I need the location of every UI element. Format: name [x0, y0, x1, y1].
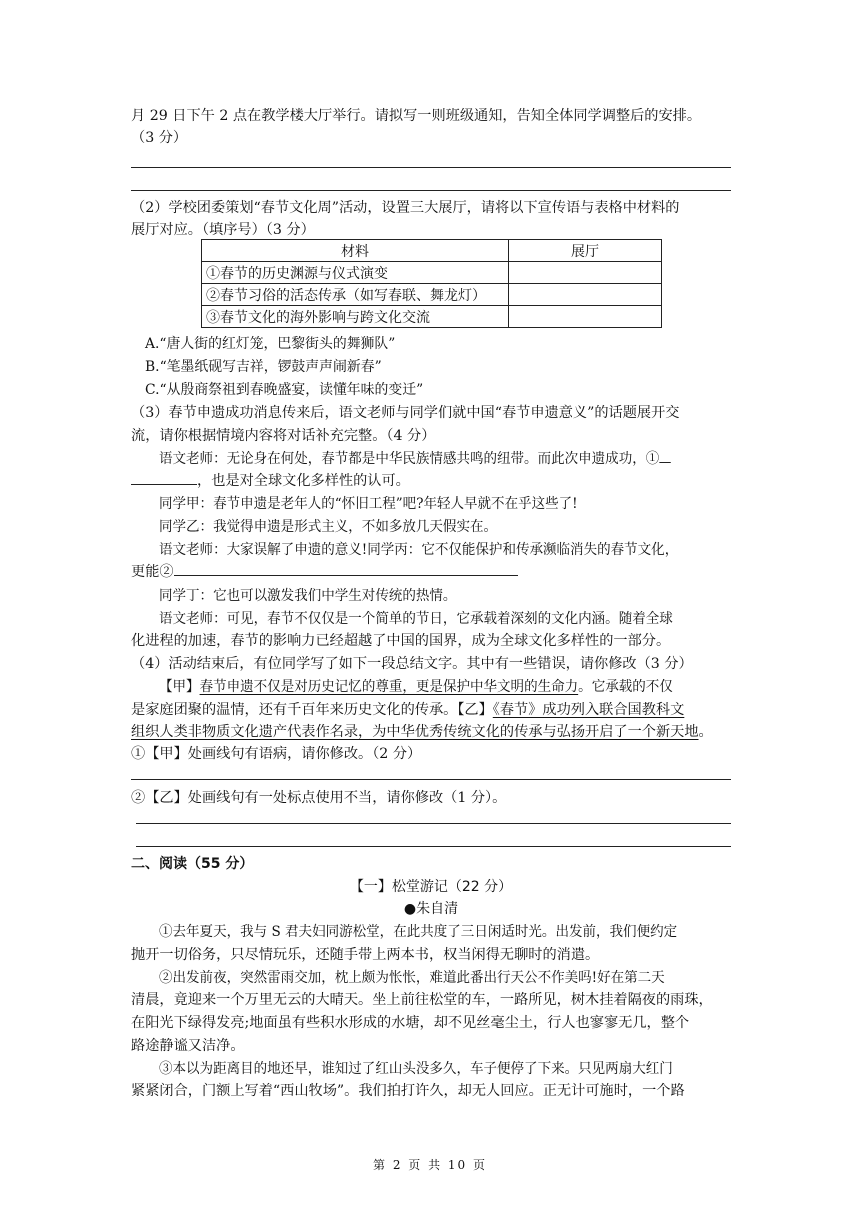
dialogue-text: 更能② — [131, 564, 174, 580]
paragraph-1: 抛开一切俗务，只尽情玩乐，还随手带上两本书，权当闲得无聊时的消遣。 — [131, 947, 600, 963]
dialogue-student-b: 同学乙：我觉得申遗是形式主义，不如多放几天假实在。 — [159, 519, 498, 535]
dialogue-line — [131, 470, 731, 492]
table-cell: ①春节的历史渊源与仪式演变 — [202, 262, 509, 284]
answer-cell[interactable] — [509, 306, 662, 328]
q1-line: 月 29 日下午 2 点在教学楼大厅举行。请拟写一则班级通知，告知全体同学调整后的安排。 — [131, 108, 702, 124]
answer-line[interactable] — [136, 823, 731, 824]
blank-1[interactable] — [131, 470, 197, 485]
table-row — [202, 284, 662, 306]
dialogue-text: ，也是对全球文化多样性的认可。 — [197, 473, 410, 489]
dialogue-student-a: 同学甲：春节申遗是老年人的“怀旧工程”吧?年轻人早就不在乎这些了! — [159, 496, 578, 512]
materials-table — [201, 239, 662, 328]
dialogue-teacher: 语文老师：可见，春节不仅仅是一个简单的节日，它承载着深刻的文化内涵。随着全球 — [159, 611, 673, 627]
dialogue-teacher: 语文老师：大家误解了申遗的意义!同学丙：它不仅能保护和传承濒临消失的春节文化， — [159, 542, 679, 558]
blank-2[interactable] — [174, 561, 518, 576]
table-row — [202, 306, 662, 328]
table-header-row — [202, 240, 662, 262]
table-header: 展厅 — [509, 240, 662, 262]
passage-line — [131, 721, 731, 743]
option-a: A.“唐人街的红灯笼，巴黎街头的舞狮队” — [145, 336, 396, 352]
underlined-sentence-yi: 组织人类非物质文化遗产代表作名录，为中华优秀传统文化的传承与弘扬开启了一个新天地 — [131, 724, 699, 740]
q3-line: （3）春节申遗成功消息传来后，语文老师与同学们就中国“春节申遗意义”的话题展开交 — [131, 405, 680, 421]
dialogue-line: 化进程的加速，春节的影响力已经超越了中国的国界，成为全球文化多样性的一部分。 — [131, 633, 671, 649]
reading-author: ●朱自清 — [403, 901, 459, 917]
paragraph-3: ③本以为距离目的地还早，谁知过了红山头没多久，车子便停了下来。只见两扇大红门 — [159, 1061, 673, 1077]
table-cell: ②春节习俗的活态传承（如写春联、舞龙灯） — [202, 284, 509, 306]
answer-line[interactable] — [131, 167, 731, 168]
reading-title: 【一】松堂游记（22 分） — [349, 879, 513, 895]
passage-text: 。它承载的不仅 — [578, 679, 673, 695]
table-row — [202, 262, 662, 284]
dialogue-text: 语文老师：无论身在何处，春节都是中华民族情感共鸣的纽带。而此次申遗成功，① — [159, 451, 660, 467]
marker-jia: 【甲】 — [159, 679, 200, 695]
table-header: 材料 — [202, 240, 509, 262]
sub-question-1: ①【甲】处画线句有语病，请你修改。（2 分） — [131, 746, 422, 762]
table-cell: ③春节文化的海外影响与跨文化交流 — [202, 306, 509, 328]
option-b: B.“笔墨纸砚写吉祥，锣鼓声声闹新春” — [145, 359, 382, 375]
option-c: C.“从殷商祭祖到春晚盛宴，读懂年味的变迁” — [145, 382, 424, 398]
passage-text: 。 — [698, 724, 713, 740]
dialogue-student-d: 同学丁：它也可以激发我们中学生对传统的热情。 — [159, 588, 457, 604]
answer-cell[interactable] — [509, 262, 662, 284]
q4-line: （4）活动结束后，有位同学写了如下一段总结文字。其中有一些错误，请你修改（3 分） — [131, 656, 693, 672]
q1-score: （3 分） — [131, 130, 188, 146]
dialogue-line — [131, 561, 731, 583]
passage-line — [159, 676, 731, 698]
paragraph-3: 紧紧闭合，门额上写着“西山牧场”。我们拍打许久，却无人回应。正无计可施时，一个路 — [131, 1083, 685, 1099]
dialogue-teacher — [159, 448, 731, 470]
paragraph-2: 清晨，竟迎来一个万里无云的大晴天。坐上前往松堂的车，一路所见，树木挂着隔夜的雨珠， — [131, 992, 713, 1008]
underlined-sentence-yi: 《春节》成功列入联合国教科文 — [492, 702, 685, 718]
underlined-sentence-jia: 春节申遗不仅是对历史记忆的尊重，更是保护中华文明的生命力 — [199, 679, 579, 695]
page-footer: 第 2 页 共 10 页 — [373, 1158, 487, 1172]
passage-line — [131, 699, 731, 721]
answer-line[interactable] — [131, 779, 731, 780]
q2-line: （2）学校团委策划“春节文化周”活动，设置三大展厅，请将以下宣传语与表格中材料的 — [131, 200, 680, 216]
paragraph-2: ②出发前夜，突然雷雨交加，枕上颇为怅怅，难道此番出行天公不作美吗!好在第二天 — [159, 970, 665, 986]
q2-line: 展厅对应。（填序号）（3 分） — [131, 222, 315, 238]
paragraph-2: 在阳光下绿得发亮;地面虽有些积水形成的水塘，却不见丝毫尘土，行人也寥寥无几，整个 — [131, 1015, 690, 1031]
sub-question-2: ②【乙】处画线句有一处标点使用不当，请你修改（1 分）。 — [131, 790, 507, 806]
answer-cell[interactable] — [509, 284, 662, 306]
passage-text: 是家庭团聚的温情，还有千百年来历史文化的传承。【乙】 — [131, 702, 493, 718]
blank-1[interactable] — [659, 448, 670, 463]
answer-line[interactable] — [131, 190, 731, 191]
paragraph-1: ①去年夏天，我与 S 君夫妇同游松堂，在此共度了三日闲适时光。出发前，我们便约定 — [159, 924, 678, 940]
paragraph-2: 路途静谧又洁净。 — [131, 1038, 245, 1054]
answer-line[interactable] — [136, 846, 731, 847]
q3-line: 流，请你根据情境内容将对话补充完整。（4 分） — [131, 428, 436, 444]
section-heading: 二、阅读（55 分） — [131, 856, 254, 872]
